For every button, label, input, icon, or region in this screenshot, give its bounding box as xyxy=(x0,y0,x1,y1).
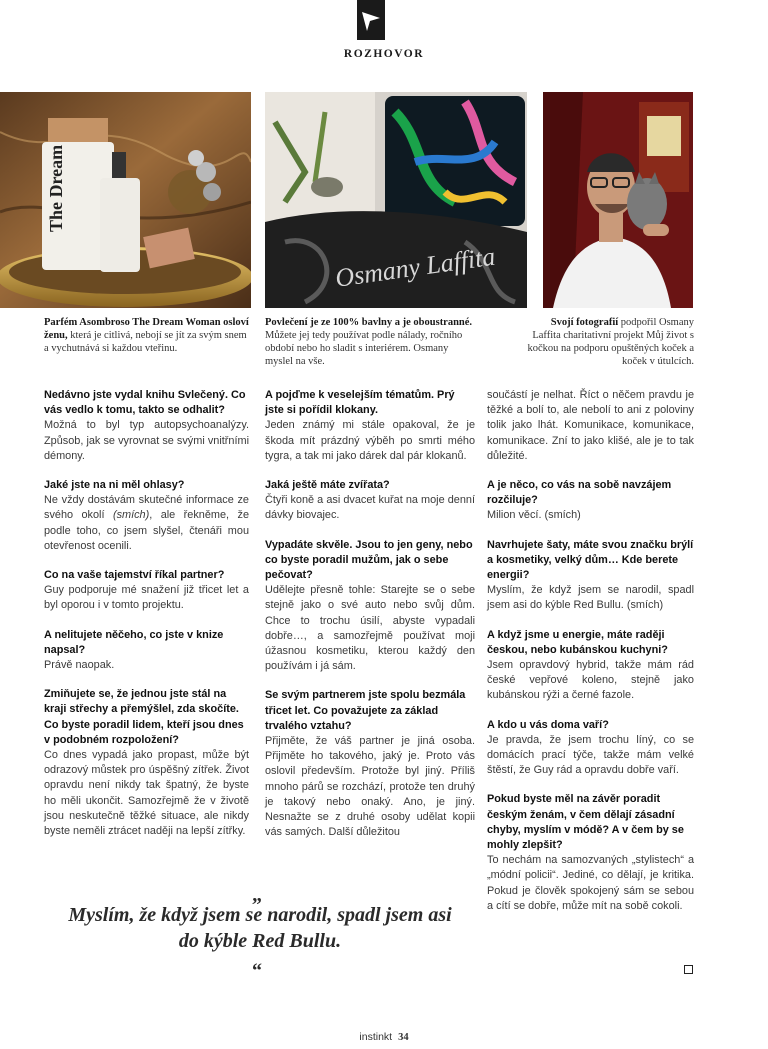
caption-perfume xyxy=(44,316,249,355)
article-column-3 xyxy=(487,388,694,914)
answer: Jeden známý mi stále opakoval, že je škoda mít prázdný výběh po smrti mého tygra, a tak mi jako dárek dal pár klokanů. xyxy=(265,419,475,462)
qa-block xyxy=(487,792,694,914)
caption-bedding-lead: Povlečení je ze 100% bavlny a je oboustranné. xyxy=(265,317,473,328)
answer: Možná to byl typ autopsychoanalýzy. Způsob, jak se vyrovnat se svými vnitřními démony. xyxy=(44,419,249,462)
qa-block xyxy=(265,688,475,840)
answer: Je pravda, že jsem trochu líný, co se domácích prací týče, takže mám velké štěstí, že Guy rád a opravdu dobře vaří. xyxy=(487,733,694,777)
caption-cat-text: podpořil Osmany Laffita charitativní projekt Můj život s kočkou na podporu opuštěných koček a koček v útulcích. xyxy=(527,317,694,367)
question: Vypadáte skvěle. Jsou to jen geny, nebo co byste poradil mužům, jak o sebe pečovat? xyxy=(265,538,473,582)
qa-block xyxy=(44,388,249,464)
question: A nelitujete něčeho, co jste v knize napsal? xyxy=(44,628,224,656)
qa-block xyxy=(265,538,475,675)
caption-perfume-text: která je citlivá, nebojí se jít za svým snem a vychutnává si každou vteřinu. xyxy=(44,330,247,354)
question: A kdo u vás doma vaří? xyxy=(487,718,609,731)
question: Nedávno jste vydal knihu Svlečený. Co vás vedlo k tomu, takto se odhalit? xyxy=(44,389,246,417)
answer: Přijměte, že váš partner je jiná osoba. Přijměte ho takového, jaký je. Proto vás oslovil především. Protože byl jiný. Příliš mnoho párů se rozchází, protože ten druhý je takový nebo onaký. Ano, je jiný. Nesnažte se z druhé osoby udělat kopii vás samých. Další důležitou xyxy=(265,735,475,839)
caption-perfume-lead: Parfém Asombroso The Dream Woman osloví ženu, xyxy=(44,317,249,341)
question: Jaké jste na ni měl ohlasy? xyxy=(44,479,185,492)
magazine-name: instinkt xyxy=(359,1031,393,1043)
answer: Čtyři koně a asi dvacet kuřat na moje denní dávky biovajec. xyxy=(265,494,475,522)
page-footer xyxy=(0,1031,768,1043)
question: Zmiňujete se, že jednou jste stál na kraji střechy a přemýšlel, zda skočíte. Co byste poradil lidem, kteří jsou dnes v podobném rozpoložení? xyxy=(44,688,244,746)
quote-close-mark: “ xyxy=(252,960,262,982)
tropical-bedding-photo xyxy=(265,92,527,308)
qa-block xyxy=(44,478,249,554)
caption-cat xyxy=(522,316,694,368)
qa-block xyxy=(487,538,694,614)
question: A je něco, co vás na sobě navzájem rozčiluje? xyxy=(487,479,672,507)
article-column-1 xyxy=(44,388,249,853)
qa-block xyxy=(44,568,249,614)
article-column-2 xyxy=(265,388,475,854)
answer: To nechám na samozvaných „stylistech“ a „módní policii“. Jediné, co dělají, je kritika. Pokud je člověk spokojený sám se sebou a cítí se dobře, může mít na sobě cokoli. xyxy=(487,854,694,912)
qa-block xyxy=(487,388,694,464)
qa-block xyxy=(44,687,249,839)
signature-print-text: Osmany Laffita xyxy=(333,241,497,293)
answer: Milion věcí. (smích) xyxy=(487,509,581,522)
man-with-cat-photo xyxy=(543,92,693,308)
question: A když jsme u energie, máte raději českou, nebo kubánskou kuchyni? xyxy=(487,628,668,656)
question: Pokud byste měl na závěr poradit českým ženám, v čem dělají zásadní chyby, myslím v módě? A v čem by se mohly zlepšit? xyxy=(487,793,684,852)
question: Navrhujete šaty, máte svou značku brýlí a kosmetiky, velký dům… Kde berete energii? xyxy=(487,538,694,582)
answer: , ale řekněme, že podle toho, co jsem slyšel, čtenáři mou otevřenost ocenili. xyxy=(44,509,249,552)
qa-block xyxy=(265,388,475,464)
section-label: ROZHOVOR xyxy=(343,48,425,60)
qa-block xyxy=(265,478,475,524)
qa-block xyxy=(487,628,694,704)
answer: Co dnes vypadá jako propast, může být odrazový můstek pro úspěšný zítřek. Život opravdu není nikdy tak špatný, že byste ho měli ukončit. Samozřejmě že v životě jsou neskutečně těžké situace, ale nikdy byste neměli ztrácet naději na lepší zítřky. xyxy=(44,749,249,838)
question: Jaká ještě máte zvířata? xyxy=(265,479,390,492)
question: Se svým partnerem jste spolu bezmála třicet let. Co považujete za základ trvalého vztahu? xyxy=(265,689,466,732)
qa-block xyxy=(487,718,694,779)
question: Co na vaše tajemství říkal partner? xyxy=(44,569,225,582)
answer-italic: (smích) xyxy=(112,509,150,522)
magazine-logo xyxy=(357,0,385,40)
page-number: 34 xyxy=(398,1032,409,1043)
caption-bedding-text: Můžete jej tedy používat podle nálady, ročního období nebo ho sladit s interiérem. Osmany myslel na vše. xyxy=(265,330,463,367)
perfume-bottles-photo xyxy=(0,92,251,308)
answer: Udělejte přesně tohle: Starejte se o sebe stejně jako o své auto nebo svůj dům. Chce to trochu úsilí, abyste vypadali dobře…, a samozřejmě používat moji úžasnou kosmetiku, kterou každý den používám i já sám. xyxy=(265,584,475,673)
caption-bedding xyxy=(265,316,475,368)
answer: Guy podporuje mé snažení již třicet let a byl oporou i v tomto projektu. xyxy=(44,584,249,612)
arrow-logo-icon xyxy=(357,0,385,40)
answer: Právě naopak. xyxy=(44,659,115,672)
qa-block xyxy=(44,628,249,674)
answer: Jsem opravdový hybrid, takže mám rád české vepřové koleno, stejně jako kubánskou rýži a černé fazole. xyxy=(487,659,694,702)
answer: součástí je nelhat. Říct o něčem pravdu je těžké a bolí to, ale nebolí to ani z poloviny tolik jako lhát. Komunikace, komunikace, komunikace. Zní to jako klišé, ale je to tak důležité. xyxy=(487,389,694,462)
pull-quote: Myslím, že když jsem se narodil, spadl jsem asi do kýble Red Bullu. xyxy=(68,904,452,952)
question: A pojďme k veselejším tématům. Prý jste si pořídil klokany. xyxy=(265,389,455,417)
qa-block xyxy=(487,478,694,524)
answer: Myslím, že když jsem se narodil, spadl jsem asi do kýble Red Bullu. (smích) xyxy=(487,584,694,612)
perfume-label-text: The Dream xyxy=(46,144,66,232)
quote-open-mark: „ xyxy=(252,884,262,906)
answer: Ne vždy dostávám skutečné informace ze svého okolí xyxy=(44,494,249,522)
end-of-article-icon xyxy=(684,965,693,974)
caption-cat-lead: Svojí fotografií xyxy=(550,317,619,328)
